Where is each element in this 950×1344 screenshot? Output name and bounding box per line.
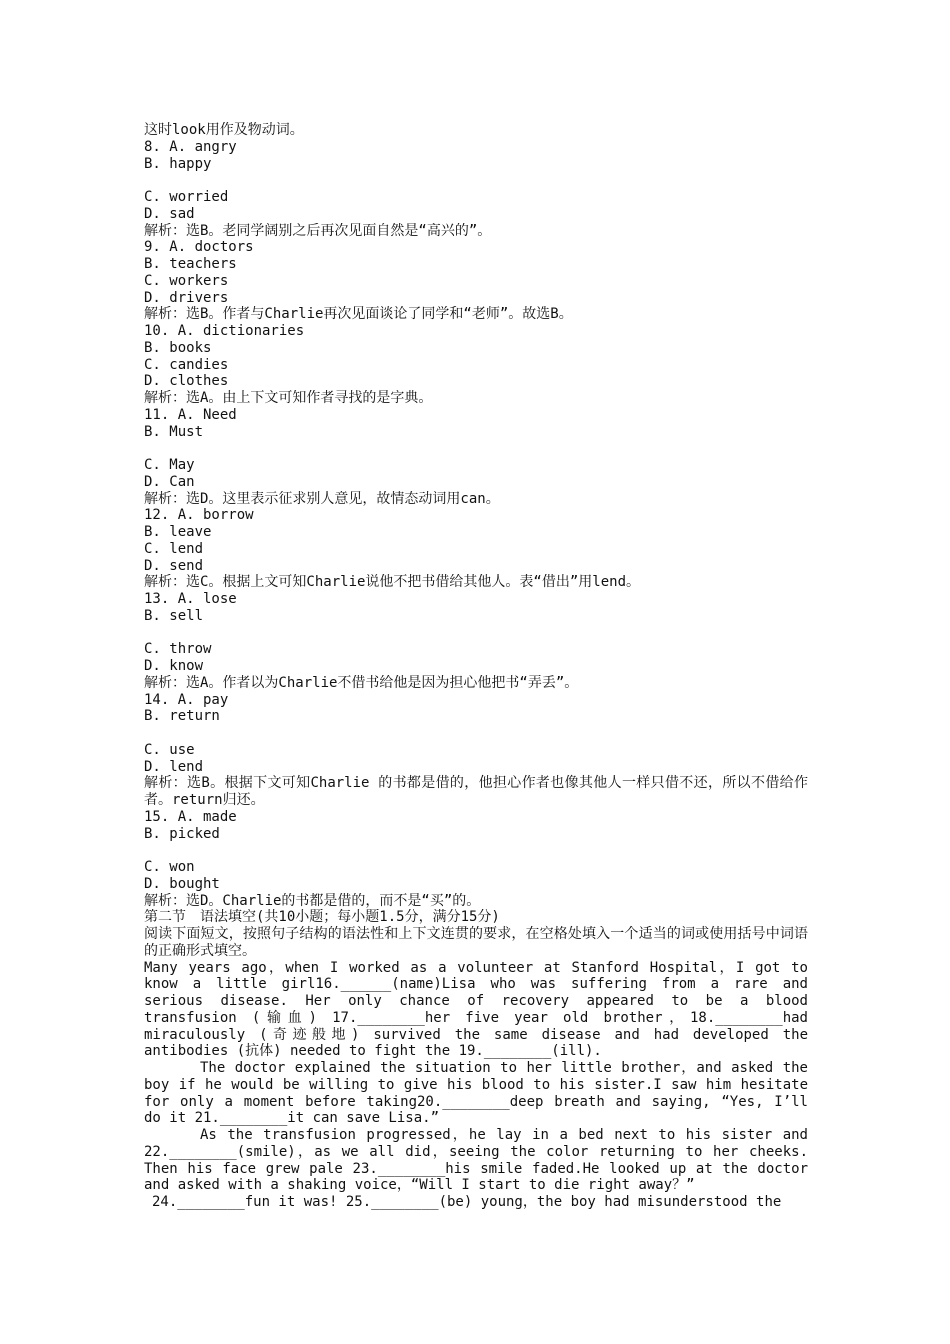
analysis-line: 解析：选B。作者与Charlie再次见面谈论了同学和“老师”。故选B。 [144,306,573,323]
analysis-line: 解析：选A。由上下文可知作者寻找的是字典。 [144,390,433,406]
text-line: C. won [144,859,195,875]
analysis-line: 解析：选C。根据上文可知Charlie说他不把书借给其他人。表“借出”用lend。 [144,574,641,591]
text-line: D. bought [144,875,220,892]
text-line: B. sell [144,607,204,624]
text-line: C. worried [144,189,229,205]
blank-line [144,842,808,859]
text-line: B. Must [144,423,204,440]
text-line: B. teachers [144,256,237,272]
text-line: 8. A. angry [144,138,237,155]
text-line: B. books [144,339,212,356]
text-line: D. clothes [144,373,229,390]
blank-line [144,440,808,457]
text-line: D. know [144,658,204,674]
text-line: 9. A. doctors [144,239,254,256]
text-line: B. leave [144,524,212,540]
text-line: C. throw [144,641,212,658]
instructions: 阅读下面短文，按照句子结构的语法性和上下文连贯的要求，在空格处填入一个适当的词或使用括号中词语的正确形式填空。 [144,926,808,959]
text-line: D. lend [144,758,204,775]
blank-line [144,725,808,742]
passage-paragraph-4: 24.________fun it was! 25.________(be) young，the boy had misunderstood the [152,1194,782,1210]
text-line: 12. A. borrow [144,507,254,524]
text-line: C. use [144,741,195,758]
text-line: B. picked [144,825,220,842]
blank-line [144,625,808,642]
passage [144,960,808,1211]
passage-paragraph-3: As the transfusion progressed，he lay in a bed next to his sister and 22.________(smile)，as we all did，seeing the color returning to her cheeks. Then his face grew pale 23.________his smile faded.He looked up at the doctor and asked with a shaking voice，“Will I start to die right away？” [144,1127,808,1194]
question-list [144,122,808,926]
analysis-line: 解析：选D。Charlie的书都是借的，而不是“买”的。 [144,892,481,909]
blank-line [144,172,808,189]
analysis-line: 解析：选A。作者以为Charlie不借书给他是因为担心他把书“弄丢”。 [144,674,579,691]
text-line: C. candies [144,356,229,373]
text-line: B. return [144,708,220,725]
document-page [144,122,808,1211]
text-line: C. workers [144,272,229,289]
text-line: D. sad [144,205,195,222]
text-line: 13. A. lose [144,591,237,607]
text-line: B. happy [144,155,212,172]
analysis-line: 解析：选D。这里表示征求别人意见，故情态动词用can。 [144,490,500,507]
text-line: 15. A. made [144,808,237,825]
text-line: C. May [144,457,195,473]
text-line: D. send [144,557,204,574]
text-line: 这时look用作及物动词。 [144,122,304,138]
text-line: D. Can [144,473,195,490]
passage-paragraph-1: Many years ago，when I worked as a volunteer at Stanford Hospital，I got to know a little girl16.______(name)Lisa who was suffering from a rare and serious disease. Her only chance of recovery appeared to be a blood transfusion (输血) 17.________her five year old brother，18.________had miraculously (奇迹般地) survived the same disease and had developed the antibodies (抗体) needed to fight the 19.________(ill). [144,959,808,1060]
passage-paragraph-2: The doctor explained the situation to her little brother，and asked the boy if he would be willing to give his blood to his sister.I saw him hesitate for only a moment before taking20.________deep breath and saying, “Yes, I’ll do it 21.________it can save Lisa.” [144,1060,808,1127]
text-line: C. lend [144,540,204,557]
text-line: D. drivers [144,289,229,306]
analysis-line: 解析：选B。老同学阔别之后再次见面自然是“高兴的”。 [144,222,492,239]
text-line: 11. A. Need [144,406,237,423]
section-heading: 第二节 语法填空(共10小题；每小题1.5分，满分15分) [144,909,500,926]
analysis-paragraph: 解析：选B。根据下文可知Charlie 的书都是借的，他担心作者也像其他人一样只借不还，所以不借给作者。return归还。 [144,775,808,808]
text-line: 10. A. dictionaries [144,323,305,339]
text-line: 14. A. pay [144,691,229,708]
